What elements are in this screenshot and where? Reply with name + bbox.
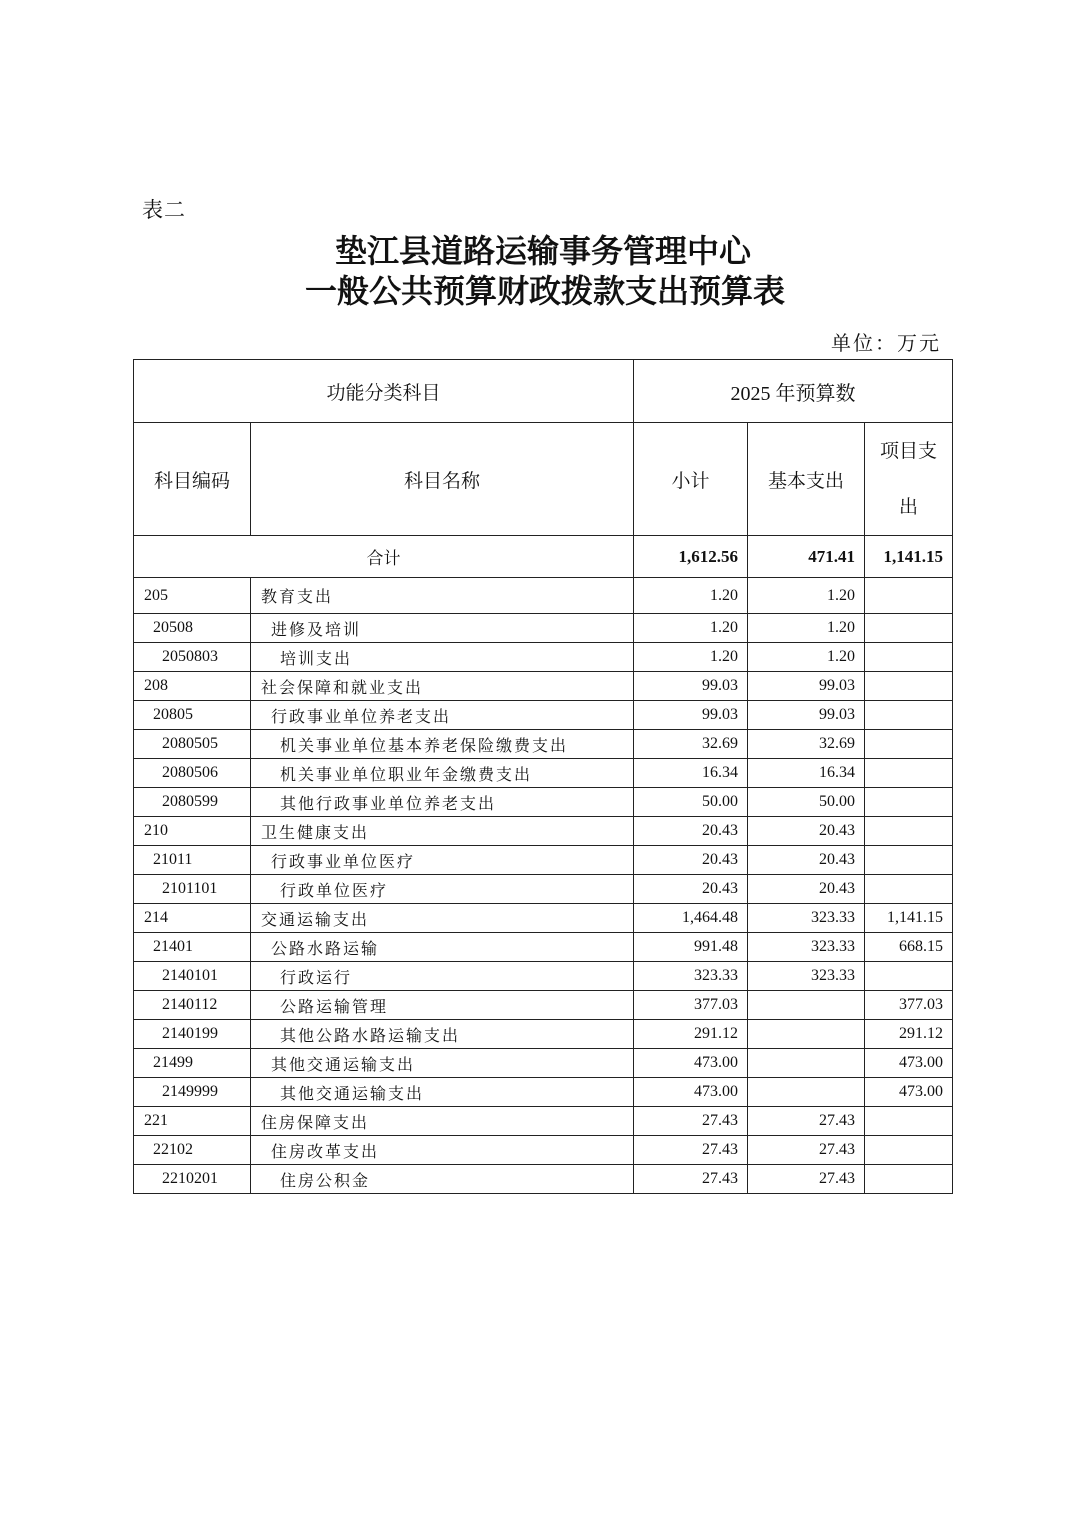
- table-row: [134, 701, 953, 730]
- table-row: [134, 817, 953, 846]
- row-name: 行政运行: [251, 962, 634, 991]
- row-code: 2140199: [134, 1020, 251, 1049]
- row-project: [865, 1136, 953, 1165]
- header-project-line2: 出: [899, 496, 919, 518]
- row-subtotal: 1,464.48: [634, 904, 748, 933]
- row-code: 21499: [134, 1049, 251, 1078]
- row-subtotal: 20.43: [634, 817, 748, 846]
- row-code: 208: [134, 672, 251, 701]
- header-subtotal: 小计: [634, 423, 748, 536]
- row-subtotal: 1.20: [634, 643, 748, 672]
- row-code: 20805: [134, 701, 251, 730]
- row-project: 668.15: [865, 933, 953, 962]
- row-code: 2080505: [134, 730, 251, 759]
- table-row: [134, 788, 953, 817]
- row-project: [865, 578, 953, 614]
- row-subtotal: 27.43: [634, 1107, 748, 1136]
- table-row: [134, 846, 953, 875]
- row-basic: 27.43: [748, 1165, 865, 1194]
- row-subtotal: 473.00: [634, 1078, 748, 1107]
- row-subtotal: 473.00: [634, 1049, 748, 1078]
- row-name: 住房保障支出: [251, 1107, 634, 1136]
- row-code: 2149999: [134, 1078, 251, 1107]
- table-row: [134, 1049, 953, 1078]
- row-project: [865, 643, 953, 672]
- row-project: [865, 875, 953, 904]
- row-basic: 20.43: [748, 817, 865, 846]
- total-basic: 471.41: [748, 536, 865, 578]
- row-subtotal: 20.43: [634, 875, 748, 904]
- table-row: [134, 1107, 953, 1136]
- row-name: 其他交通运输支出: [251, 1078, 634, 1107]
- row-name: 交通运输支出: [251, 904, 634, 933]
- row-name: 住房改革支出: [251, 1136, 634, 1165]
- row-project: [865, 701, 953, 730]
- row-basic: 1.20: [748, 614, 865, 643]
- row-subtotal: 291.12: [634, 1020, 748, 1049]
- row-name: 培训支出: [251, 643, 634, 672]
- row-project: [865, 788, 953, 817]
- header-name: 科目名称: [251, 423, 634, 536]
- row-name: 其他行政事业单位养老支出: [251, 788, 634, 817]
- table-row: [134, 672, 953, 701]
- row-project: [865, 846, 953, 875]
- table-row: [134, 962, 953, 991]
- table-row: [134, 933, 953, 962]
- row-subtotal: 20.43: [634, 846, 748, 875]
- row-project: [865, 614, 953, 643]
- table-row: [134, 991, 953, 1020]
- row-basic: 27.43: [748, 1107, 865, 1136]
- table-row: [134, 759, 953, 788]
- row-name: 机关事业单位职业年金缴费支出: [251, 759, 634, 788]
- total-label: 合计: [134, 536, 634, 578]
- table-row: [134, 1165, 953, 1194]
- row-name: 进修及培训: [251, 614, 634, 643]
- row-code: 2050803: [134, 643, 251, 672]
- table-number: 表二: [142, 198, 186, 222]
- row-basic: 16.34: [748, 759, 865, 788]
- row-basic: 99.03: [748, 672, 865, 701]
- header-row-2: [134, 423, 953, 536]
- total-row: [134, 536, 953, 578]
- row-subtotal: 377.03: [634, 991, 748, 1020]
- row-name: 公路运输管理: [251, 991, 634, 1020]
- header-basic: 基本支出: [748, 423, 865, 536]
- row-name: 行政事业单位医疗: [251, 846, 634, 875]
- row-code: 2140101: [134, 962, 251, 991]
- row-name: 机关事业单位基本养老保险缴费支出: [251, 730, 634, 759]
- row-basic: 32.69: [748, 730, 865, 759]
- title-line-2: 一般公共预算财政拨款支出预算表: [304, 272, 785, 310]
- header-project-line1: 项目支: [880, 440, 938, 462]
- row-code: 221: [134, 1107, 251, 1136]
- row-subtotal: 27.43: [634, 1136, 748, 1165]
- row-subtotal: 1.20: [634, 614, 748, 643]
- row-name: 行政事业单位养老支出: [251, 701, 634, 730]
- table-row: [134, 1078, 953, 1107]
- header-code: 科目编码: [134, 423, 251, 536]
- row-code: 2080599: [134, 788, 251, 817]
- header-budget: 2025 年预算数: [634, 360, 953, 423]
- table-row: [134, 578, 953, 614]
- row-project: 1,141.15: [865, 904, 953, 933]
- row-code: 20508: [134, 614, 251, 643]
- table-row: [134, 643, 953, 672]
- row-project: 377.03: [865, 991, 953, 1020]
- row-name: 教育支出: [251, 578, 634, 614]
- row-basic: 1.20: [748, 578, 865, 614]
- row-project: [865, 672, 953, 701]
- row-code: 21011: [134, 846, 251, 875]
- row-basic: 50.00: [748, 788, 865, 817]
- row-name: 行政单位医疗: [251, 875, 634, 904]
- table-row: [134, 1020, 953, 1049]
- row-project: 473.00: [865, 1049, 953, 1078]
- row-basic: [748, 1020, 865, 1049]
- row-project: [865, 1107, 953, 1136]
- row-basic: 99.03: [748, 701, 865, 730]
- row-basic: 20.43: [748, 875, 865, 904]
- header-row-1: [134, 360, 953, 423]
- row-project: [865, 759, 953, 788]
- row-subtotal: 50.00: [634, 788, 748, 817]
- row-subtotal: 32.69: [634, 730, 748, 759]
- row-basic: 27.43: [748, 1136, 865, 1165]
- row-name: 卫生健康支出: [251, 817, 634, 846]
- row-name: 住房公积金: [251, 1165, 634, 1194]
- row-subtotal: 27.43: [634, 1165, 748, 1194]
- table-row: [134, 614, 953, 643]
- row-code: 210: [134, 817, 251, 846]
- table-row: [134, 730, 953, 759]
- total-project: 1,141.15: [865, 536, 953, 578]
- row-basic: 20.43: [748, 846, 865, 875]
- row-code: 2210201: [134, 1165, 251, 1194]
- row-project: 473.00: [865, 1078, 953, 1107]
- row-code: 2101101: [134, 875, 251, 904]
- row-subtotal: 99.03: [634, 701, 748, 730]
- row-name: 公路水路运输: [251, 933, 634, 962]
- row-subtotal: 1.20: [634, 578, 748, 614]
- row-subtotal: 991.48: [634, 933, 748, 962]
- table-row: [134, 1136, 953, 1165]
- row-code: 21401: [134, 933, 251, 962]
- row-project: [865, 730, 953, 759]
- row-code: 22102: [134, 1136, 251, 1165]
- table-row: [134, 875, 953, 904]
- budget-table: [133, 359, 953, 1194]
- row-code: 205: [134, 578, 251, 614]
- row-code: 214: [134, 904, 251, 933]
- row-project: 291.12: [865, 1020, 953, 1049]
- row-project: [865, 962, 953, 991]
- row-name: 其他交通运输支出: [251, 1049, 634, 1078]
- row-subtotal: 99.03: [634, 672, 748, 701]
- title-line-1: 垫江县道路运输事务管理中心: [334, 232, 751, 270]
- row-code: 2080506: [134, 759, 251, 788]
- unit-label: 单位：万元: [831, 331, 941, 355]
- header-category: 功能分类科目: [134, 360, 634, 423]
- row-subtotal: 16.34: [634, 759, 748, 788]
- row-basic: 1.20: [748, 643, 865, 672]
- row-basic: [748, 991, 865, 1020]
- header-project: [865, 423, 953, 536]
- row-project: [865, 817, 953, 846]
- total-subtotal: 1,612.56: [634, 536, 748, 578]
- row-subtotal: 323.33: [634, 962, 748, 991]
- row-name: 社会保障和就业支出: [251, 672, 634, 701]
- row-name: 其他公路水路运输支出: [251, 1020, 634, 1049]
- row-project: [865, 1165, 953, 1194]
- row-basic: 323.33: [748, 904, 865, 933]
- row-basic: 323.33: [748, 962, 865, 991]
- row-basic: 323.33: [748, 933, 865, 962]
- row-code: 2140112: [134, 991, 251, 1020]
- table-row: [134, 904, 953, 933]
- row-basic: [748, 1049, 865, 1078]
- row-basic: [748, 1078, 865, 1107]
